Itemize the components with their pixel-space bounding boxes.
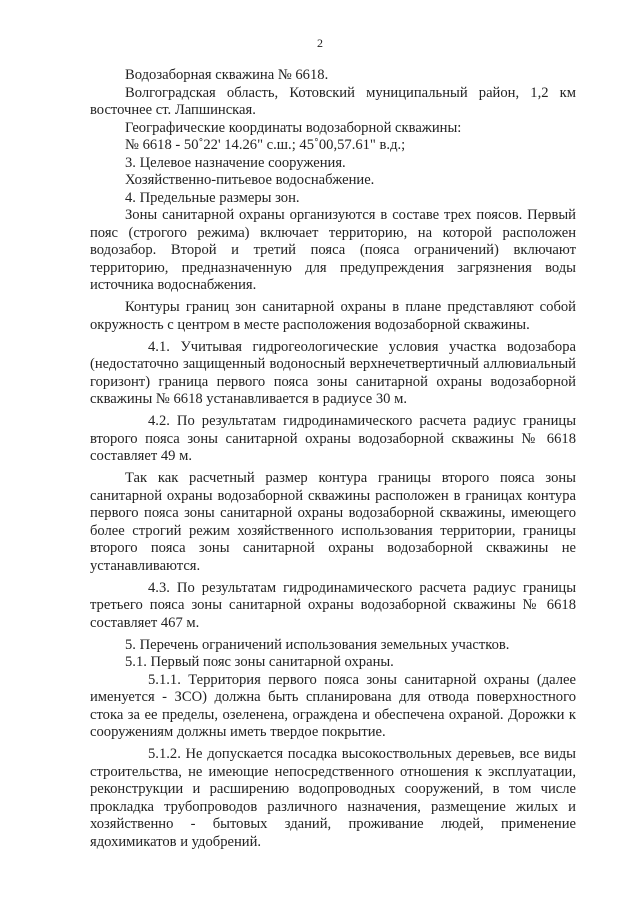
contours-paragraph: Контуры границ зон санитарной охраны в плане представляют собой окружность с центром в месте расположения водозаборной скважины. — [90, 299, 576, 333]
section-4-2: 4.2. По результатам гидродинамического расчета радиус границы второго пояса зоны санитарной охраны водозаборной скважины № 6618 составляет 49 м. — [90, 413, 576, 464]
coordinates-heading: Географические координаты водозаборной скважины: — [125, 119, 462, 136]
section-5-heading: 5. Перечень ограничений использования земельных участков. — [125, 636, 510, 653]
well-title: Водозаборная скважина № 6618. — [125, 67, 329, 83]
well-location: Волгоградская область, Котовский муниципальный район, 1,2 км восточнее ст. Лапшинская. — [90, 84, 576, 118]
section-5-1-2: 5.1.2. Не допускается посадка высокоствольных деревьев, все виды строительства, не имеющие непосредственного отношения к эксплуатации, реконструкции и расширению водопроводных сооружений, в том числе прокладка трубопроводов различного назначения, размещение жилых и хозяйственно - бытовых зданий, проживание людей, применение ядохимикатов и удобрений. — [90, 746, 576, 850]
section-3-heading: 3. Целевое назначение сооружения. — [125, 154, 346, 171]
second-belt-paragraph: Так как расчетный размер контура границы второго пояса зоны санитарной охраны водозаборной скважины расположен в границах контура первого пояса зоны санитарной охраны водозаборной скважины, имеющего более строгий режим хозяйственного использования территории, границы второго пояса зоны санитарной охраны водозаборной скважины не устанавливаются. — [90, 470, 576, 574]
zones-paragraph: Зоны санитарной охраны организуются в составе трех поясов. Первый пояс (строгого режима) включает территорию, на которой расположен водозабор. Второй и третий пояса (пояса ограничений) включают территорию, предназначенную для предупреждения загрязнения воды источника водоснабжения. — [90, 207, 576, 293]
coordinates-value: № 6618 - 50˚22' 14.26" с.ш.; 45˚00,57.61" в.д.; — [125, 137, 406, 153]
section-5-1-1: 5.1.1. Территория первого пояса зоны санитарной охраны (далее именуется - ЗСО) должна быть спланирована для отвода поверхностного стока за ее пределы, озеленена, ограждена и обеспечена охраной. Дорожки к сооружениям должны иметь твердое покрытие. — [90, 671, 576, 740]
section-4-3: 4.3. По результатам гидродинамического расчета радиус границы третьего пояса зоны санитарной охраны водозаборной скважины № 6618 составляет 467 м. — [90, 579, 576, 631]
page-number: 2 — [317, 36, 323, 50]
section-3-text: Хозяйственно-питьевое водоснабжение. — [125, 172, 375, 188]
section-5-1-heading: 5.1. Первый пояс зоны санитарной охраны. — [125, 654, 394, 670]
section-4-heading: 4. Предельные размеры зон. — [125, 189, 300, 206]
section-4-1: 4.1. Учитывая гидрогеологические условия участка водозабора (недостаточно защищенный водоносный верхнечетвертичный аллювиальный горизонт) граница первого пояса зоны санитарной охраны водозаборной скважины № 6618 устанавливается в радиусе 30 м. — [90, 338, 576, 407]
document-body — [90, 67, 576, 851]
